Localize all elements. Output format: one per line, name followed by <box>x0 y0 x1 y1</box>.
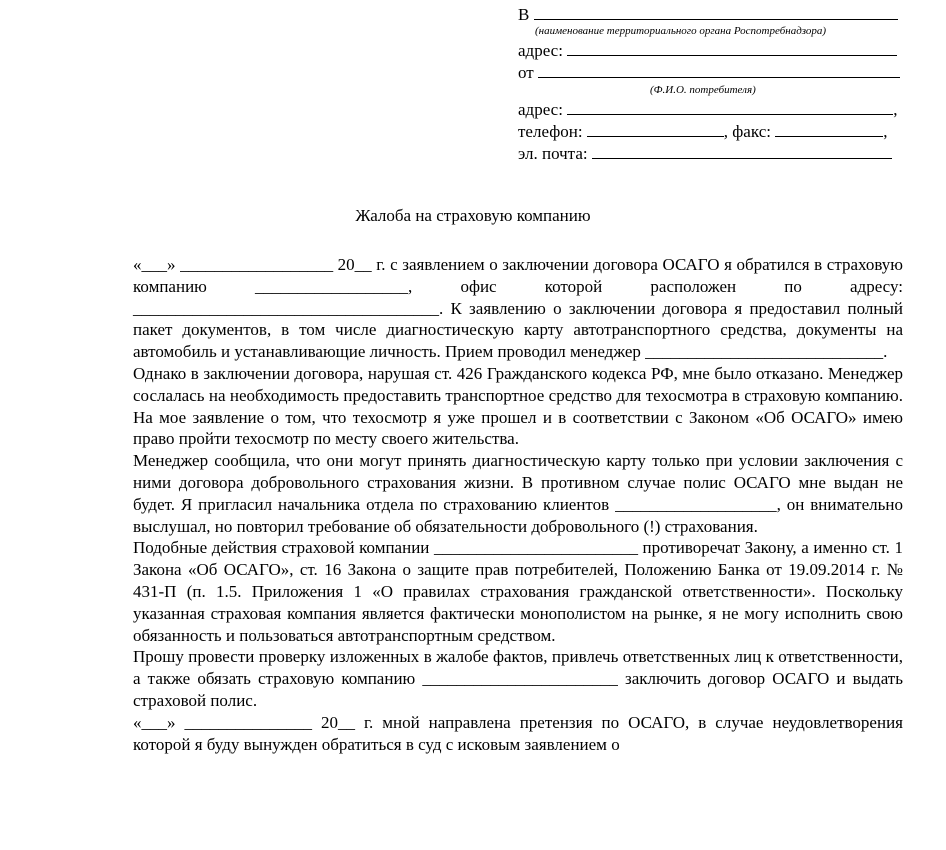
email-line <box>518 143 892 164</box>
sender-address-blank <box>567 99 893 115</box>
recipient-blank <box>534 4 898 20</box>
phone-label: телефон: <box>518 122 583 141</box>
paragraph-2: Однако в заключении договора, нарушая ст. 426 Гражданского кодекса РФ, мне было отказано. Менеджер сослалась на необходимость предоставить транспортное средство для техосмотра в страховую компанию. На мое заявление о том, что техосмотр я уже прошел и в соответствии с Законом «Об ОСАГО» имею право пройти техосмотр по месту своего жительства. <box>133 363 903 449</box>
phone-blank <box>587 121 724 137</box>
paragraph-4: Подобные действия страховой компании ________________________ противоречат Закону, а именно ст. 1 Закона «Об ОСАГО», ст. 16 Закона о защите прав потребителей, Положению Банка от 19.09.2014 г. № 431-П (п. 1.5. Приложения 1 «О правилах страхования гражданской ответственности». Поскольку указанная страховая компания является фактически монополистом на рынке, я не могу исполнить свою обязанность и пользоваться автотранспортным средством. <box>133 538 903 645</box>
sender-blank <box>538 62 900 78</box>
fax-blank <box>775 121 883 137</box>
complaint-body <box>133 254 903 755</box>
recipient-note: (наименование территориального органа Роспотребнадзора) <box>535 25 827 37</box>
fax-label: , факс: <box>723 122 771 141</box>
recipient-line <box>518 4 898 25</box>
recipient-address-line <box>518 40 897 61</box>
email-label: эл. почта: <box>518 144 588 163</box>
fax-comma: , <box>883 122 888 141</box>
paragraph-3: Менеджер сообщила, что они могут принять диагностическую карту только при условии заключения с ними договора добровольного страхования жизни. В противном случае полис ОСАГО мне выдан не будет. Я пригласил начальника отдела по страхованию клиентов ___________________, он внимательно выслушал, но повторил требование об обязательности добровольного (!) страхования. <box>133 451 903 536</box>
sender-label: от <box>518 63 534 82</box>
paragraph-6: «___» _______________ 20__ г. мной направлена претензия по ОСАГО, в случае неудовлетворения которой я буду вынужден обратиться в суд с исковым заявлением о <box>133 712 903 754</box>
recipient-address-label: адрес: <box>518 41 563 60</box>
sender-address-line <box>518 99 897 120</box>
sender-line <box>518 62 900 83</box>
sender-note: (Ф.И.О. потребителя) <box>650 84 756 96</box>
paragraph-1: «___» __________________ 20__ г. с заявлением о заключении договора ОСАГО я обратился в страховую компанию __________________, офис которой расположен по адресу: ____________________________________. К заявлению о заключении договора я предоставил полный пакет документов, в том числе диагностическую карту автотранспортного средства, документы на автомобиль и устанавливающие личность. Прием проводил менеджер ____________________________. <box>133 255 903 362</box>
sender-address-label: адрес: <box>518 100 563 119</box>
email-blank <box>592 143 892 159</box>
recipient-address-blank <box>567 40 897 56</box>
phone-fax-line <box>518 121 887 142</box>
sender-address-comma: , <box>893 100 898 119</box>
paragraph-5: Прошу провести проверку изложенных в жалобе фактов, привлечь ответственных лиц к ответственности, а также обязать страховую компанию _______________________ заключить договор ОСАГО и выдать страховой полис. <box>133 647 903 710</box>
recipient-label: В <box>518 5 530 24</box>
document-title: Жалоба на страховую компанию <box>355 206 591 225</box>
